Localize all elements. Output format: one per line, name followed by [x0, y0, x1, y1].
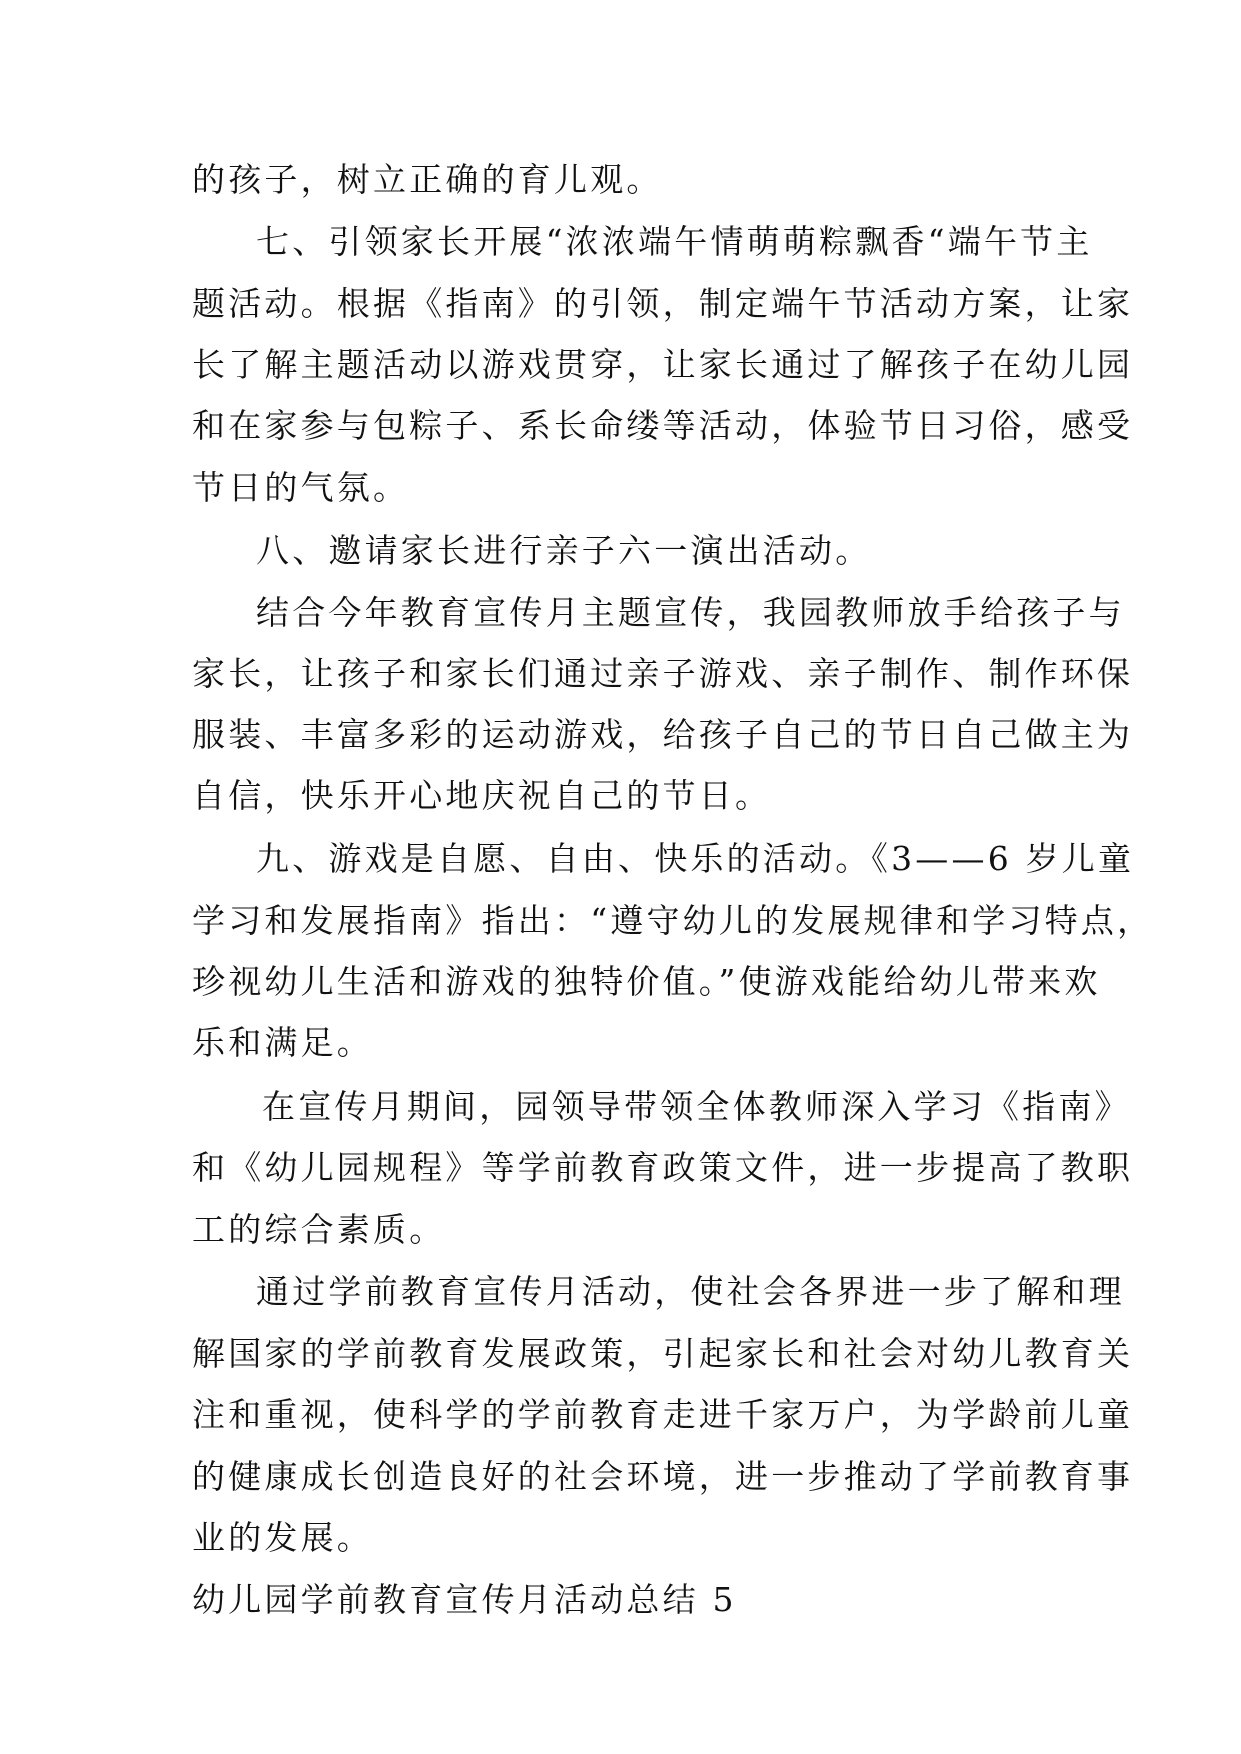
- text-line: 家长，让孩子和家长们通过亲子游戏、亲子制作、制作环保: [192, 654, 1134, 693]
- text-line: 业的发展。: [192, 1518, 373, 1557]
- paragraph-7-heading: 七、引领家长开展“浓浓端午情萌萌粽飘香“端午节主: [256, 222, 1093, 261]
- text-line: 服装、丰富多彩的运动游戏，给孩子自己的节日自己做主为: [192, 715, 1134, 754]
- text-line: 的孩子，树立正确的育儿观。: [192, 160, 663, 199]
- paragraph-start: 通过学前教育宣传月活动，使社会各界进一步了解和理: [256, 1272, 1125, 1311]
- paragraph-start: 在宣传月期间，园领导带领全体教师深入学习《指南》: [262, 1087, 1131, 1126]
- text-line: 工的综合素质。: [192, 1210, 446, 1249]
- text-line: 学习和发展指南》指出：“遵守幼儿的发展规律和学习特点，: [192, 901, 1154, 940]
- text-line: 和《幼儿园规程》等学前教育政策文件，进一步提高了教职: [192, 1148, 1134, 1187]
- text-line: 乐和满足。: [192, 1023, 373, 1062]
- section-title: 幼儿园学前教育宣传月活动总结 5: [192, 1580, 737, 1619]
- text-line: 自信，快乐开心地庆祝自己的节日。: [192, 776, 772, 815]
- text-line: 的健康成长创造良好的社会环境，进一步推动了学前教育事: [192, 1457, 1134, 1496]
- text-line: 和在家参与包粽子、系长命缕等活动，体验节日习俗，感受: [192, 406, 1134, 445]
- paragraph-start: 结合今年教育宣传月主题宣传，我园教师放手给孩子与: [256, 593, 1125, 632]
- paragraph-9-heading: 九、游戏是自愿、自由、快乐的活动。《3——6 岁儿童: [256, 839, 1135, 878]
- text-line: 节日的气氛。: [192, 468, 410, 507]
- paragraph-8-heading: 八、邀请家长进行亲子六一演出活动。: [256, 531, 872, 570]
- text-line: 珍视幼儿生活和游戏的独特价值。”使游戏能给幼儿带来欢: [192, 962, 1101, 1001]
- text-line: 解国家的学前教育发展政策，引起家长和社会对幼儿教育关: [192, 1334, 1134, 1373]
- text-line: 长了解主题活动以游戏贯穿，让家长通过了解孩子在幼儿园: [192, 345, 1134, 384]
- text-line: 题活动。根据《指南》的引领，制定端午节活动方案，让家: [192, 284, 1134, 323]
- text-line: 注和重视，使科学的学前教育走进千家万户，为学龄前儿童: [192, 1395, 1134, 1434]
